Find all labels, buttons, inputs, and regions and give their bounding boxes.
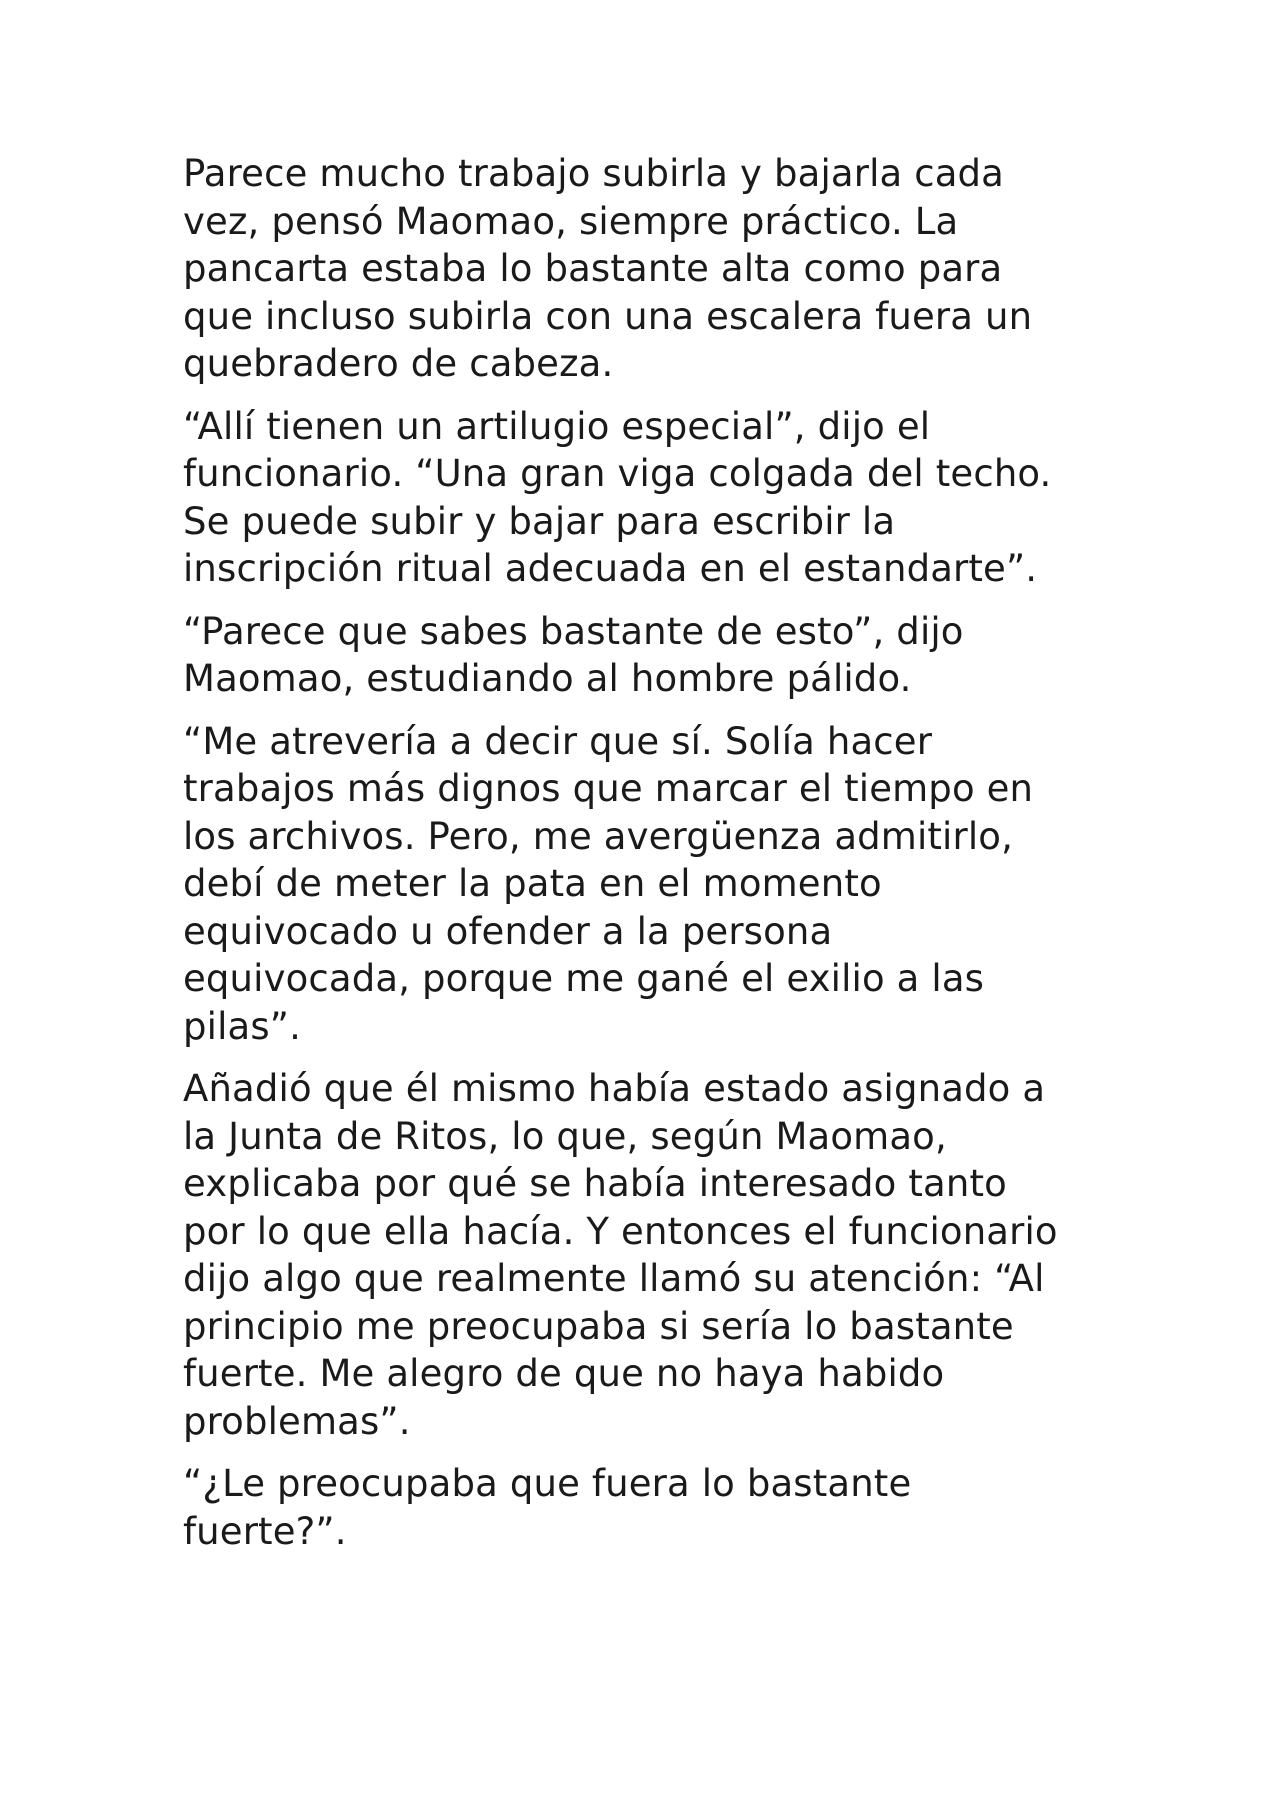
paragraph-3	[183, 608, 1143, 703]
text-line: los archivos. Pero, me avergüenza admitirlo,	[183, 814, 1013, 858]
paragraph-1	[183, 150, 1143, 388]
paragraph-4	[183, 718, 1143, 1051]
text-line: inscripción ritual adecuada en el estandarte”.	[183, 547, 1038, 590]
text-line: quebradero de cabeza.	[183, 342, 614, 385]
text-line: pilas”.	[183, 1004, 301, 1048]
text-line: equivocada, porque me gané el exilio a las	[183, 957, 985, 1000]
text-line: la Junta de Ritos, lo que, según Maomao,	[183, 1114, 947, 1158]
text-line: Añadió que él mismo había estado asignado a	[183, 1067, 1046, 1110]
text-line: por lo que ella hacía. Y entonces el funcionario	[183, 1209, 1058, 1253]
text-line: Se puede subir y bajar para escribir la	[183, 499, 896, 543]
text-line: fuerte?”.	[183, 1509, 347, 1553]
text-line: vez, pensó Maomao, siempre práctico. La	[183, 199, 959, 243]
paragraph-6	[183, 1460, 1143, 1555]
text-line: que incluso subirla con una escalera fuera un	[183, 294, 1033, 338]
paragraph-5	[183, 1065, 1143, 1445]
text-line: “Allí tienen un artilugio especial”, dijo el	[183, 404, 931, 448]
text-line: “Parece que sabes bastante de esto”, dijo	[183, 609, 964, 653]
text-line: trabajos más dignos que marcar el tiempo en	[183, 767, 1034, 810]
paragraph-2	[183, 403, 1143, 593]
text-line: “Me atrevería a decir que sí. Solía hacer	[183, 719, 933, 763]
page-body-text	[183, 150, 1143, 1570]
text-line: dijo algo que realmente llamó su atención: “Al	[183, 1257, 1045, 1300]
text-line: principio me preocupaba si sería lo bastante	[183, 1304, 1014, 1348]
text-line: problemas”.	[183, 1399, 411, 1443]
text-line: fuerte. Me alegro de que no haya habido	[183, 1352, 945, 1395]
text-line: “¿Le preocupaba que fuera lo bastante	[183, 1462, 912, 1505]
text-line: funcionario. “Una gran viga colgada del techo.	[183, 452, 1052, 495]
text-line: Parece mucho trabajo subirla y bajarla cada	[183, 152, 1005, 195]
text-line: pancarta estaba lo bastante alta como para	[183, 247, 1003, 290]
text-line: Maomao, estudiando al hombre pálido.	[183, 657, 912, 700]
text-line: equivocado u ofender a la persona	[183, 909, 833, 953]
text-line: explicaba por qué se había interesado tanto	[183, 1162, 1007, 1205]
text-line: debí de meter la pata en el momento	[183, 862, 882, 905]
